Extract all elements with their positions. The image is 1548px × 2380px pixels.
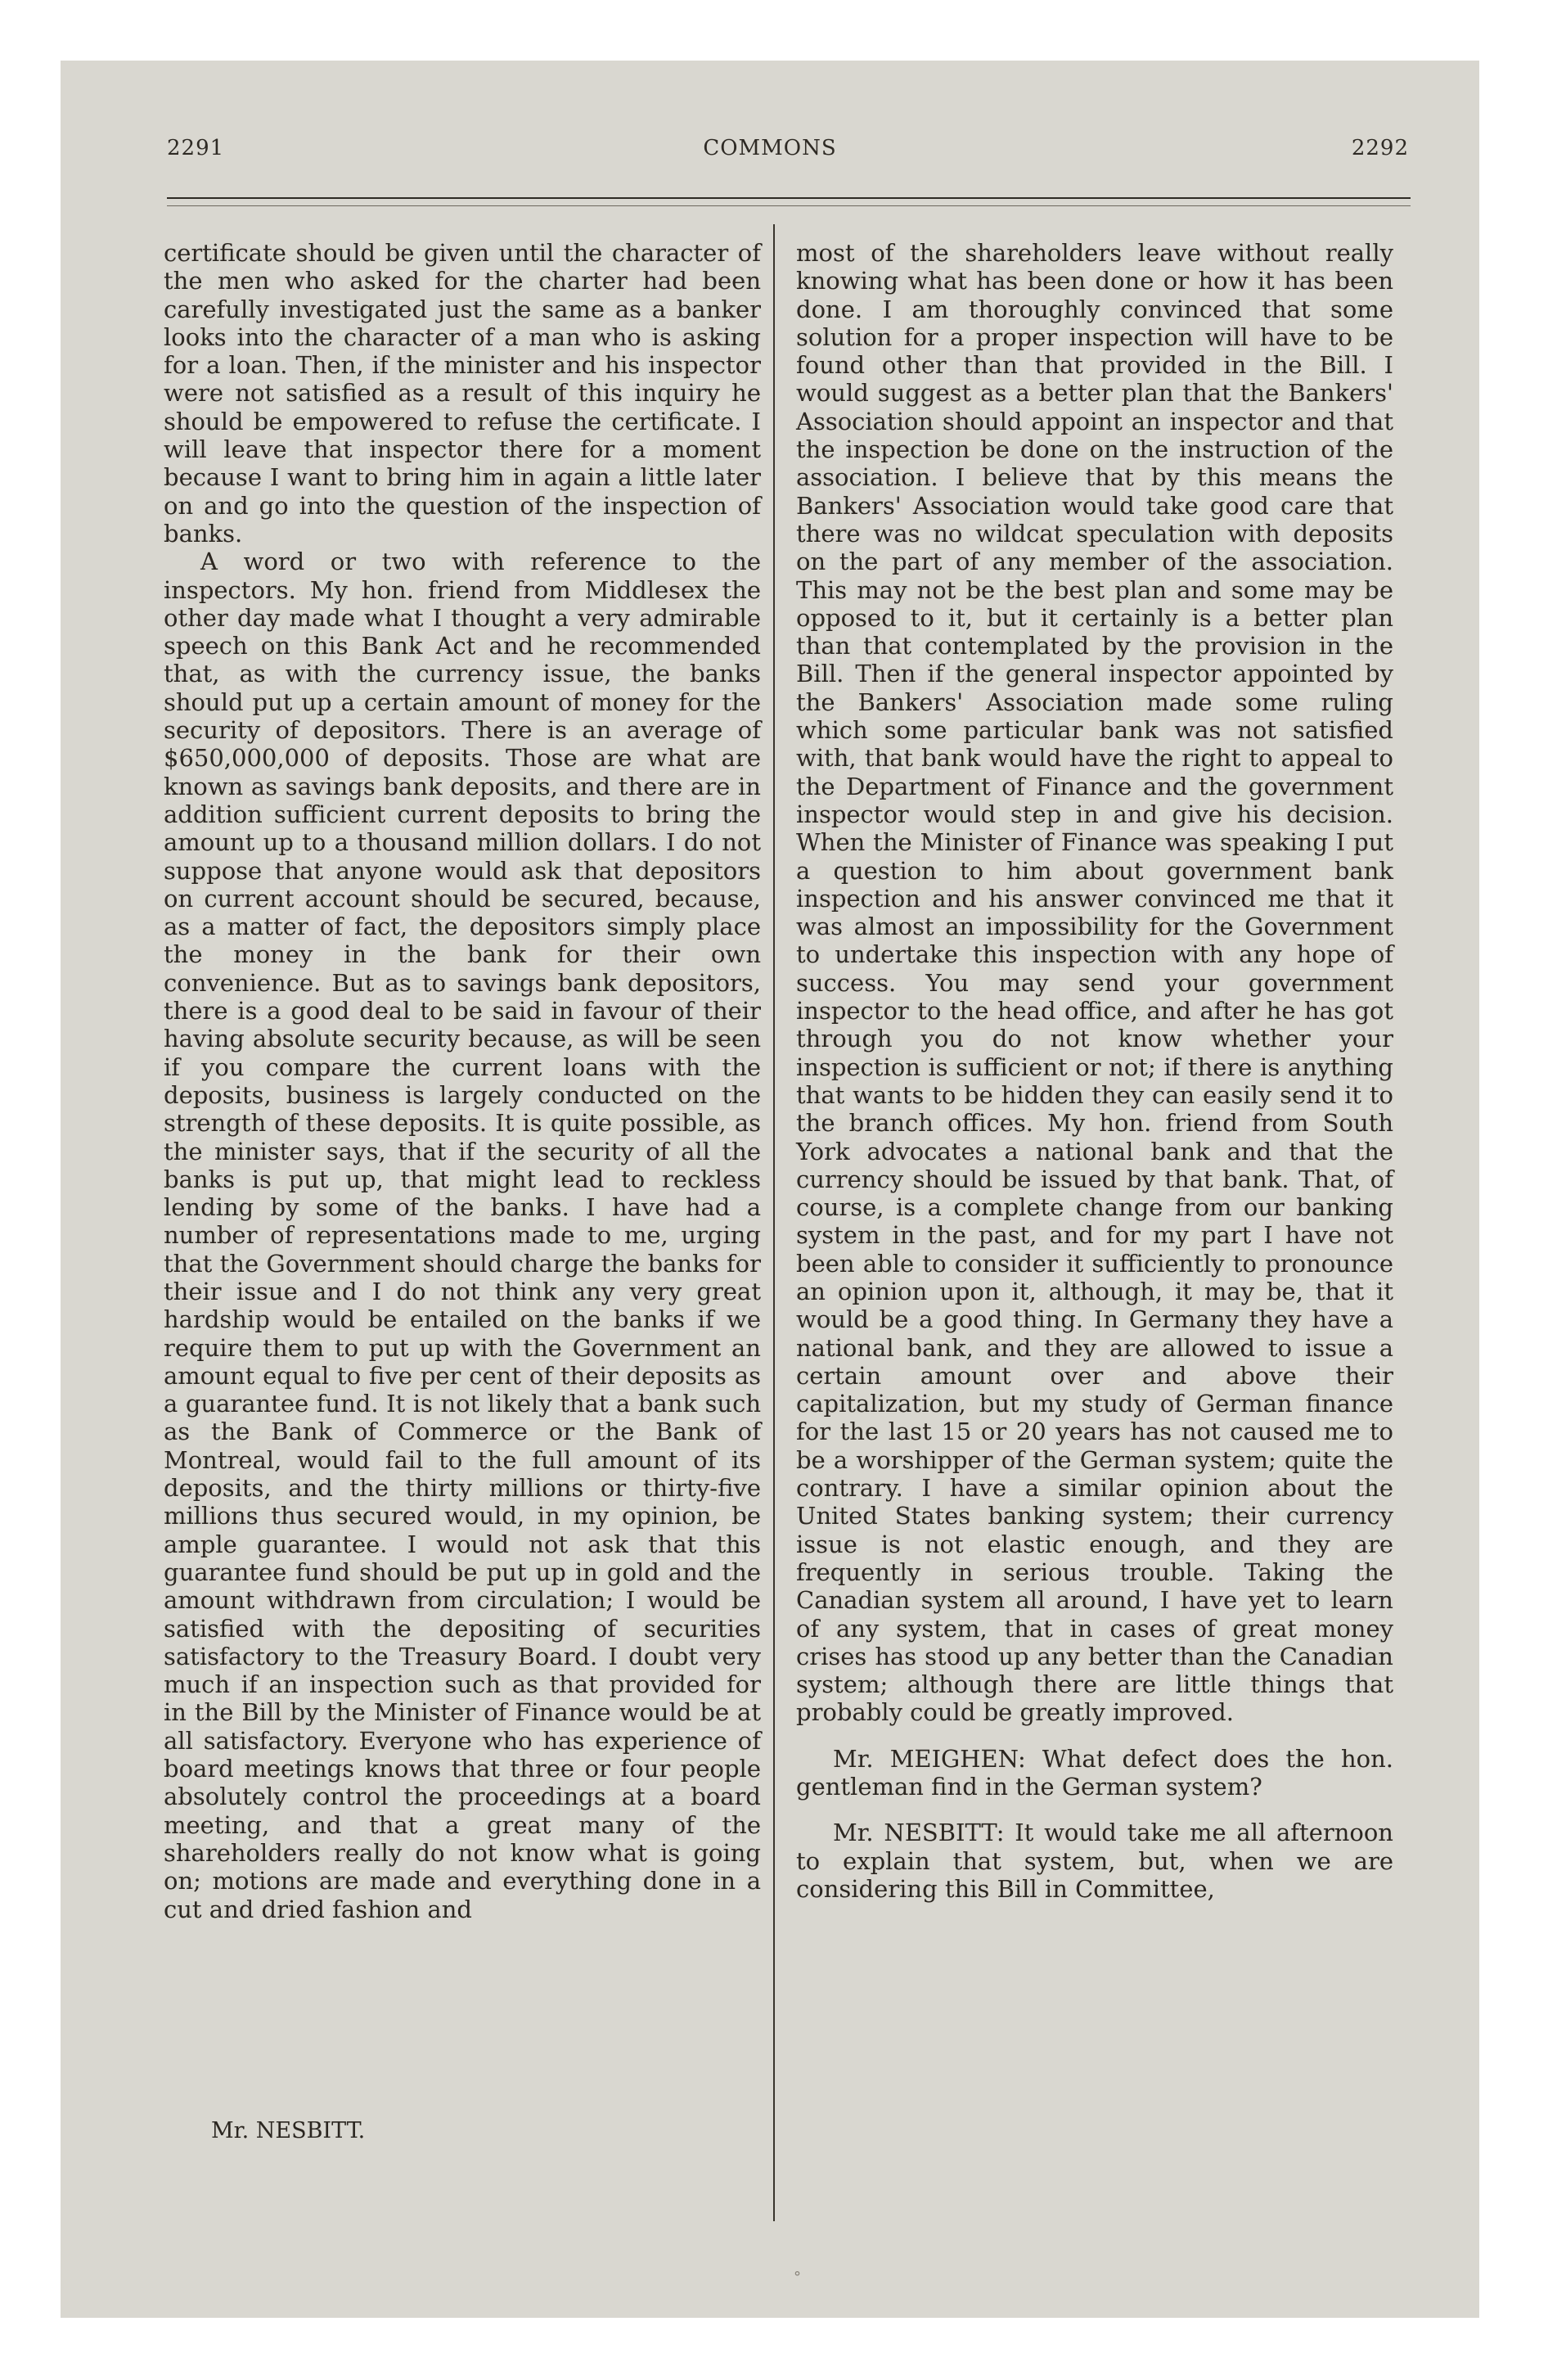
header-rule-thin: [167, 205, 1411, 206]
speaker-signature: Mr. NESBITT.: [211, 2118, 366, 2143]
running-title: COMMONS: [703, 136, 837, 160]
header-rule-thick: [167, 197, 1411, 199]
right-paragraph-nesbitt: Mr. NESBITT: It would take me all afternoon to explain that system, but, when we are considering this Bill in Committee,: [796, 1819, 1393, 1903]
left-column: [164, 239, 761, 1923]
page-sheet: [61, 61, 1479, 2318]
page-speck: °: [794, 2269, 801, 2286]
left-paragraph-1: certificate should be given until the character of the men who asked for the charter had been carefully investigated just the same as a banker looks into the character of a man who is asking for a loan. Then, if the minister and his inspector were not satisfied as a result of this inquiry he should be empowered to refuse the certificate. I will leave that inspector there for a moment because I want to bring him in again a little later on and go into the question of the inspection of banks.: [164, 239, 761, 548]
page-header: [61, 136, 1479, 169]
right-paragraph-meighen: Mr. MEIGHEN: What defect does the hon. gentleman find in the German system?: [796, 1744, 1393, 1801]
column-divider: [773, 224, 775, 2221]
page-number-right: 2292: [1351, 136, 1409, 160]
right-paragraph-1: most of the shareholders leave without really knowing what has been done or how it has been done. I am thoroughly convinced that some solution for a proper inspection will have to be found other than that provided in the Bill. I would suggest as a better plan that the Bankers' Association should appoint an inspector and that the inspection be done on the instruction of the association. I believe that by this means the Bankers' Association would take good care that there was no wildcat speculation with deposits on the part of any member of the association. This may not be the best plan and some may be opposed to it, but it certainly is a better plan than that contemplated by the provision in the Bill. Then if the general inspector appointed by the Bankers' Association made some ruling which some particular bank was not satisfied with, that bank would have the right to appeal to the Department of Finance and the government inspector would step in and give his decision. When the Minister of Finance was speaking I put a question to him about government bank inspection and his answer convinced me that it was almost an impossibility for the Government to undertake this inspection with any hope of success. You may send your government inspector to the head office, and after he has got through you do not know whether your inspection is sufficient or not; if there is anything that wants to be hidden they can easily send it to the branch offices. My hon. friend from South York advocates a national bank and that the currency should be issued by that bank. That, of course, is a complete change from our banking system in the past, and for my part I have not been able to consider it sufficiently to pronounce an opinion upon it, although, it may be, that it would be a good thing. In Germany they have a national bank, and they are allowed to issue a certain amount over and above their capitalization, but my study of German finance for the last 15 or 20 years has not caused me to be a worshipper of the German system; quite the contrary. I have a similar opinion about the United States banking system; their currency issue is not elastic enough, and they are frequently in serious trouble. Taking the Canadian system all around, I have yet to learn of any system, that in cases of great money crises has stood up any better than the Canadian system; although there are little things that probably could be greatly improved.: [796, 239, 1393, 1727]
left-paragraph-2: A word or two with reference to the inspectors. My hon. friend from Middlesex the other day made what I thought a very admirable speech on this Bank Act and he recommended that, as with the currency issue, the banks should put up a certain amount of money for the security of depositors. There is an average of $650,000,000 of deposits. Those are what are known as savings bank deposits, and there are in addition sufficient current deposits to bring the amount up to a thousand million dollars. I do not suppose that anyone would ask that depositors on current account should be secured, because, as a matter of fact, the depositors simply place the money in the bank for their own convenience. But as to savings bank depositors, there is a good deal to be said in favour of their having absolute security because, as will be seen if you compare the current loans with the deposits, business is largely conducted on the strength of these deposits. It is quite possible, as the minister says, that if the security of all the banks is put up, that might lead to reckless lending by some of the banks. I have had a number of representations made to me, urging that the Government should charge the banks for their issue and I do not think any very great hardship would be entailed on the banks if we require them to put up with the Government an amount equal to five per cent of their deposits as a guarantee fund. It is not likely that a bank such as the Bank of Commerce or the Bank of Montreal, would fail to the full amount of its deposits, and the thirty millions or thirty-five millions thus secured would, in my opinion, be ample guarantee. I would not ask that this guarantee fund should be put up in gold and the amount withdrawn from circulation; I would be satisfied with the depositing of securities satisfactory to the Treasury Board. I doubt very much if an inspection such as that provided for in the Bill by the Minister of Finance would be at all satisfactory. Everyone who has experience of board meetings knows that three or four people absolutely control the proceedings at a board meeting, and that a great many of the shareholders really do not know what is going on; motions are made and everything done in a cut and dried fashion and: [164, 548, 761, 1923]
page-number-left: 2291: [167, 136, 225, 160]
right-column: [796, 239, 1393, 1903]
